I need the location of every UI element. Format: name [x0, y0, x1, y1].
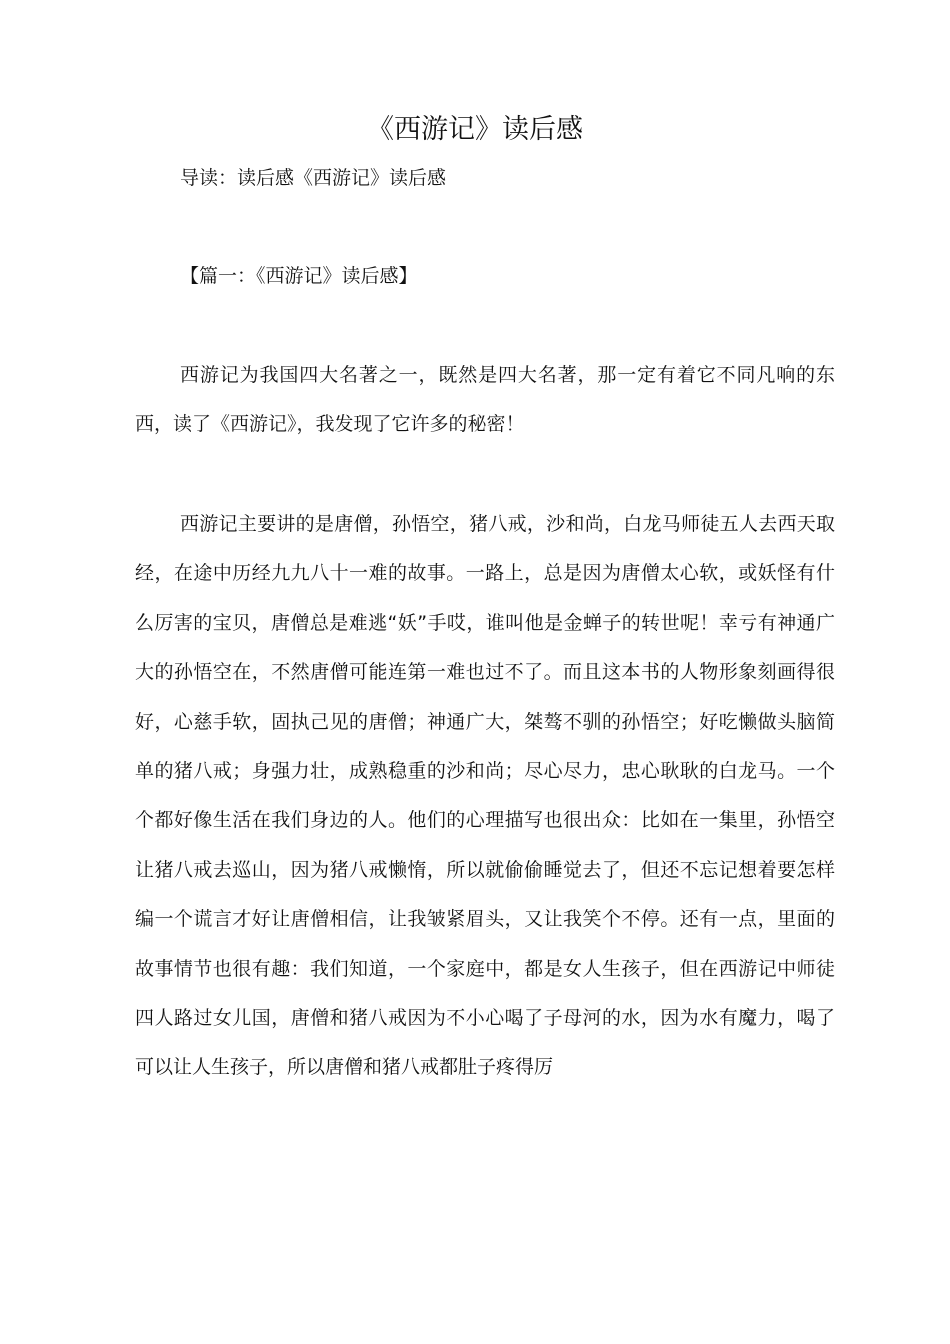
section-heading: 【篇一：《西游记》读后感】 — [180, 265, 418, 287]
guide-line: 导读：读后感《西游记》读后感 — [180, 167, 447, 189]
body-paragraph: 西游记为我国四大名著之一，既然是四大名著，那一定有着它不同凡响的东西，读了《西游记》，我发现了它许多的秘密！ — [135, 364, 835, 436]
body-paragraph: 西游记主要讲的是唐僧，孙悟空，猪八戒，沙和尚，白龙马师徒五人去西天取经，在途中历经九九八十一难的故事。一路上，总是因为唐僧太心软，或妖怪有什么厉害的宝贝，唐僧总是难逃“妖”手哎，谁叫他是金蝉子的转世呢！幸亏有神通广大的孙悟空在，不然唐僧可能连第一难也过不了。而且这本书的人物形象刻画得很好，心慈手软，固执己见的唐僧；神通广大，桀骜不驯的孙悟空；好吃懒做头脑简单的猪八戒；身强力壮，成熟稳重的沙和尚；尽心尽力，忠心耿耿的白龙马。一个个都好像生活在我们身边的人。他们的心理描写也很出众：比如在一集里，孙悟空让猪八戒去巡山，因为猪八戒懒惰，所以就偷偷睡觉去了，但还不忘记想着要怎样编一个谎言才好让唐僧相信，让我皱紧眉头，又让我笑个不停。还有一点，里面的故事情节也很有趣：我们知道，一个家庭中，都是女人生孩子，但在西游记中师徒四人路过女儿国，唐僧和猪八戒因为不小心喝了子母河的水，因为水有魔力，喝了可以让人生孩子，所以唐僧和猪八戒都肚子疼得厉 — [135, 513, 835, 1079]
document-title: 《西游记》读后感 — [367, 114, 583, 145]
